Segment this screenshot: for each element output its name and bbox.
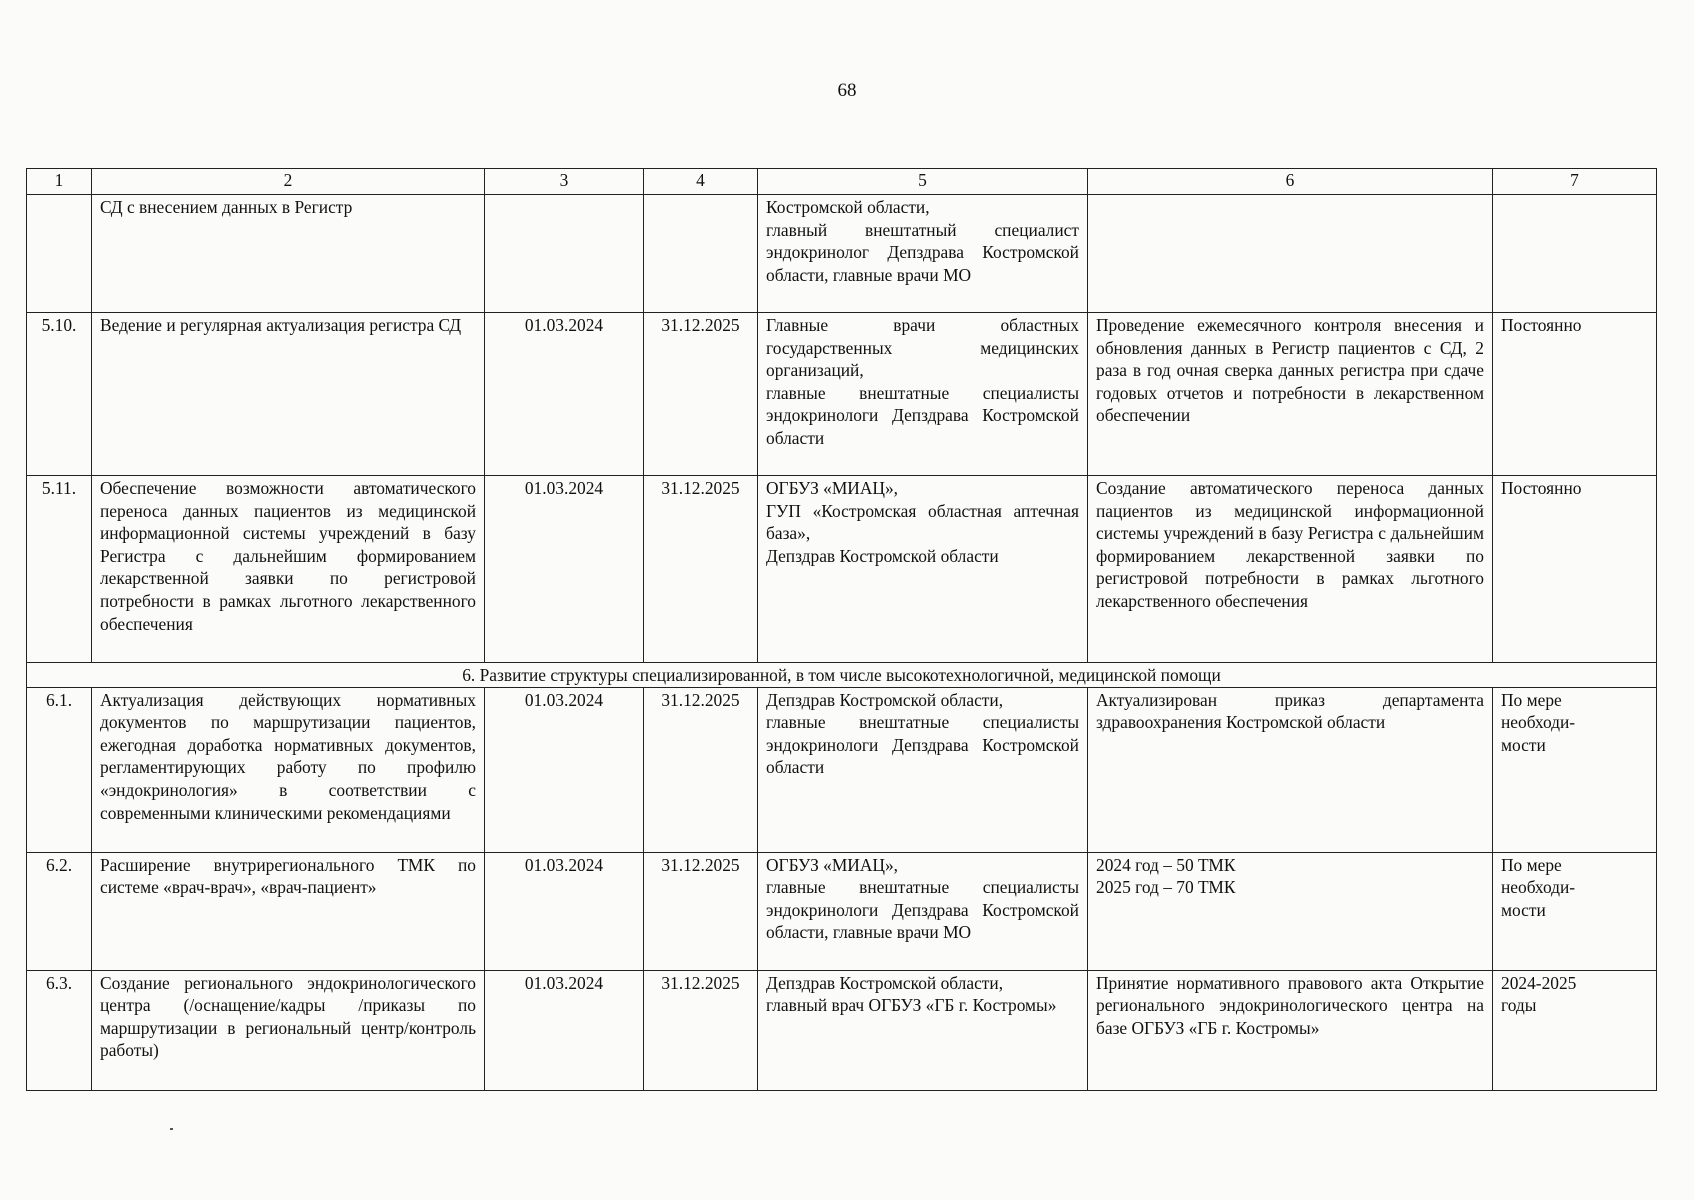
- header-cell: 1: [27, 169, 92, 195]
- table-row: [27, 970, 1657, 1090]
- end-date-cell: 31.12.2025: [644, 970, 758, 1090]
- header-cell: 7: [1493, 169, 1657, 195]
- end-date-cell: 31.12.2025: [644, 313, 758, 476]
- responsible-cell: ОГБУЗ «МИАЦ», ГУП «Костромская областная аптечная база», Депздрав Костромской области: [758, 476, 1088, 663]
- start-date-cell: 01.03.2024: [485, 852, 644, 970]
- table-row: [27, 687, 1657, 852]
- plan-table: [26, 168, 1657, 1091]
- responsible-cell: Депздрав Костромской области, главные внештатные специалисты эндокринологи Депздрава Костромской области: [758, 687, 1088, 852]
- result-cell: 2024 год – 50 ТМК 2025 год – 70 ТМК: [1088, 852, 1493, 970]
- column-number-header: [27, 169, 1657, 195]
- item-number-cell: 6.3.: [27, 970, 92, 1090]
- frequency-cell: [1493, 195, 1657, 313]
- end-date-cell: [644, 195, 758, 313]
- start-date-cell: 01.03.2024: [485, 313, 644, 476]
- responsible-cell: Главные врачи областных государственных медицинских организаций, главные внештатные специалисты эндокринологи Депздрава Костромской области: [758, 313, 1088, 476]
- item-number-cell: 5.11.: [27, 476, 92, 663]
- section-title: 6. Развитие структуры специализированной, в том числе высокотехнологичной, медицинской помощи: [27, 663, 1657, 688]
- header-cell: 6: [1088, 169, 1493, 195]
- table-row: [27, 313, 1657, 476]
- task-cell: Ведение и регулярная актуализация регистра СД: [92, 313, 485, 476]
- result-cell: [1088, 195, 1493, 313]
- responsible-cell: ОГБУЗ «МИАЦ», главные внештатные специалисты эндокринологи Депздрава Костромской области, главные врачи МО: [758, 852, 1088, 970]
- task-cell: Обеспечение возможности автоматического переноса данных пациентов из медицинской информационной системы учреждений в базу Регистра с дальнейшим формированием лекарственной заявки по регистровой потребности в рамках льготного лекарственного обеспечения: [92, 476, 485, 663]
- start-date-cell: 01.03.2024: [485, 970, 644, 1090]
- header-cell: 3: [485, 169, 644, 195]
- result-cell: Создание автоматического переноса данных пациентов из медицинской информационной системы учреждений в базу Регистра с дальнейшим формированием лекарственной заявки по регистровой потребности в рамках льготного лекарственного обеспечения: [1088, 476, 1493, 663]
- frequency-cell: По мере необходи- мости: [1493, 687, 1657, 852]
- result-cell: Актуализирован приказ департамента здравоохранения Костромской области: [1088, 687, 1493, 852]
- end-date-cell: 31.12.2025: [644, 687, 758, 852]
- task-cell: Расширение внутрирегионального ТМК по системе «врач-врач», «врач-пациент»: [92, 852, 485, 970]
- item-number-cell: 5.10.: [27, 313, 92, 476]
- responsible-cell: Депздрав Костромской области, главный врач ОГБУЗ «ГБ г. Костромы»: [758, 970, 1088, 1090]
- start-date-cell: [485, 195, 644, 313]
- section-row: [27, 663, 1657, 688]
- frequency-cell: Постоянно: [1493, 313, 1657, 476]
- scan-speck: [170, 1128, 173, 1130]
- result-cell: Проведение ежемесячного контроля внесения и обновления данных в Регистр пациентов с СД, 2 раза в год очная сверка данных регистра при сдаче годовых отчетов и потребности в лекарственном обеспечении: [1088, 313, 1493, 476]
- page-number: 68: [837, 80, 857, 101]
- frequency-cell: Постоянно: [1493, 476, 1657, 663]
- task-cell: Создание регионального эндокринологического центра (/оснащение/кадры /приказы по маршрутизации в региональный центр/контроль работы): [92, 970, 485, 1090]
- frequency-cell: 2024-2025 годы: [1493, 970, 1657, 1090]
- header-cell: 5: [758, 169, 1088, 195]
- item-number-cell: 6.1.: [27, 687, 92, 852]
- end-date-cell: 31.12.2025: [644, 476, 758, 663]
- task-cell: СД с внесением данных в Регистр: [92, 195, 485, 313]
- result-cell: Принятие нормативного правового акта Открытие регионального эндокринологического центра на базе ОГБУЗ «ГБ г. Костромы»: [1088, 970, 1493, 1090]
- end-date-cell: 31.12.2025: [644, 852, 758, 970]
- header-cell: 4: [644, 169, 758, 195]
- item-number-cell: [27, 195, 92, 313]
- task-cell: Актуализация действующих нормативных документов по маршрутизации пациентов, ежегодная доработка нормативных документов, регламентирующих работу по профилю «эндокринология» в соответствии с современными клиническими рекомендациями: [92, 687, 485, 852]
- start-date-cell: 01.03.2024: [485, 476, 644, 663]
- item-number-cell: 6.2.: [27, 852, 92, 970]
- table-row: [27, 195, 1657, 313]
- header-cell: 2: [92, 169, 485, 195]
- frequency-cell: По мере необходи- мости: [1493, 852, 1657, 970]
- table-row: [27, 852, 1657, 970]
- table-row: [27, 476, 1657, 663]
- responsible-cell: Костромской области, главный внештатный специалист эндокринолог Депздрава Костромской области, главные врачи МО: [758, 195, 1088, 313]
- start-date-cell: 01.03.2024: [485, 687, 644, 852]
